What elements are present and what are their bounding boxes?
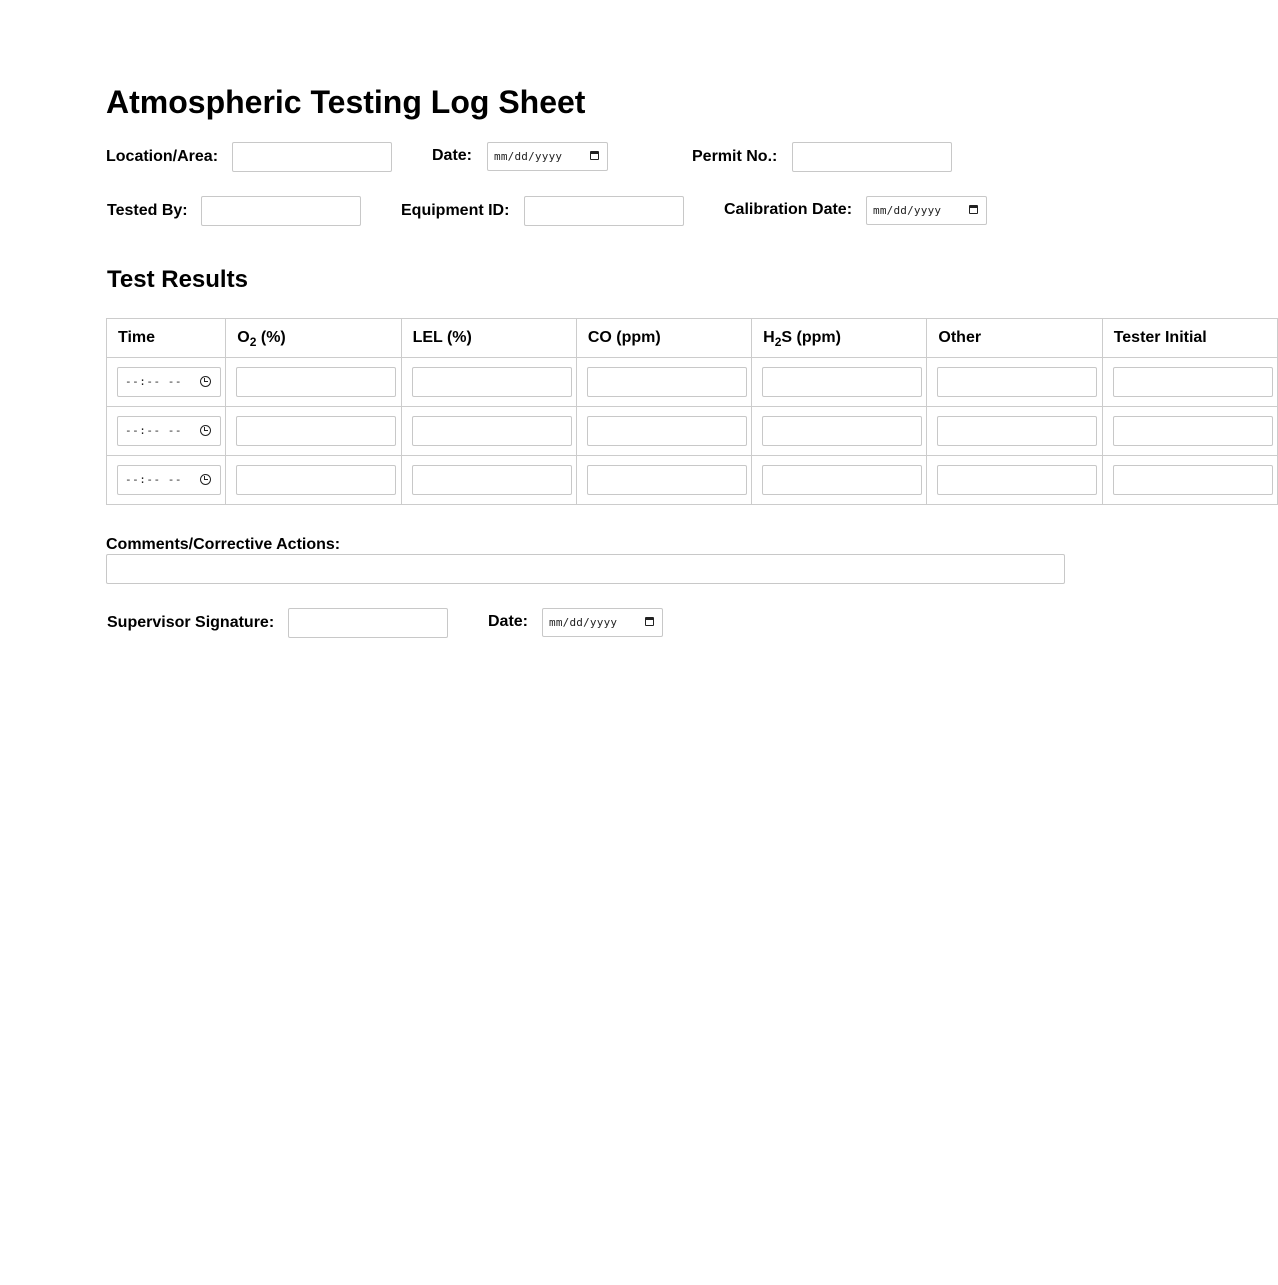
lel-cell — [401, 407, 576, 456]
location-label: Location/Area: — [106, 148, 219, 165]
footer-date-placeholder: mm/dd/yyyy — [549, 616, 618, 629]
lel-input[interactable] — [412, 465, 572, 495]
h2s-cell — [752, 456, 927, 505]
h2s-input[interactable] — [762, 367, 922, 397]
other-cell — [927, 358, 1102, 407]
time-input[interactable]: --:-- -- — [117, 465, 221, 495]
calendar-icon[interactable] — [590, 151, 599, 160]
lel-cell — [401, 456, 576, 505]
clock-icon[interactable] — [200, 474, 211, 485]
footer-date-input[interactable] — [542, 608, 663, 637]
permit-label: Permit No.: — [692, 148, 778, 165]
table-header-row — [107, 319, 1278, 358]
column-header-other: Other — [927, 319, 1102, 358]
calibration-date-input[interactable] — [866, 196, 987, 225]
supervisor-signature-label: Supervisor Signature: — [107, 614, 275, 631]
table-row — [107, 358, 1278, 407]
comments-input[interactable] — [106, 554, 1065, 584]
calendar-icon[interactable] — [969, 205, 978, 214]
initial-cell — [1102, 456, 1277, 505]
lel-input[interactable] — [412, 416, 572, 446]
other-input[interactable] — [937, 367, 1097, 397]
other-cell — [927, 456, 1102, 505]
clock-icon[interactable] — [200, 425, 211, 436]
column-header-lel: LEL (%) — [401, 319, 576, 358]
date-input[interactable] — [487, 142, 608, 171]
tested-by-label: Tested By: — [107, 202, 188, 219]
time-input[interactable]: --:-- -- — [117, 367, 221, 397]
calendar-icon[interactable] — [645, 617, 654, 626]
tester-initial-input[interactable] — [1113, 416, 1273, 446]
table-row — [107, 456, 1278, 505]
o2-cell — [226, 456, 401, 505]
comments-label: Comments/Corrective Actions: — [106, 536, 341, 553]
co-input[interactable] — [587, 367, 747, 397]
other-cell — [927, 407, 1102, 456]
time-cell — [107, 407, 226, 456]
lel-input[interactable] — [412, 367, 572, 397]
column-header-tester-initial: Tester Initial — [1102, 319, 1277, 358]
lel-cell — [401, 358, 576, 407]
equipment-id-input[interactable] — [524, 196, 684, 226]
supervisor-signature-input[interactable] — [288, 608, 448, 638]
column-header-time: Time — [107, 319, 226, 358]
calibration-date-label: Calibration Date: — [724, 201, 853, 218]
initial-cell — [1102, 407, 1277, 456]
h2s-cell — [752, 358, 927, 407]
column-header-h2s: $H_2S$ (ppm) — [752, 319, 927, 358]
o2-input[interactable] — [236, 465, 396, 495]
permit-input[interactable] — [792, 142, 952, 172]
other-input[interactable] — [937, 465, 1097, 495]
co-input[interactable] — [587, 465, 747, 495]
date-placeholder: mm/dd/yyyy — [494, 150, 563, 163]
test-results-heading: Test Results — [107, 266, 248, 293]
footer-date-label: Date: — [488, 613, 529, 630]
date-label: Date: — [432, 147, 473, 164]
co-cell — [576, 358, 751, 407]
test-results-table — [106, 318, 1278, 505]
tester-initial-input[interactable] — [1113, 465, 1273, 495]
calibration-date-placeholder: mm/dd/yyyy — [873, 204, 942, 217]
tester-initial-input[interactable] — [1113, 367, 1273, 397]
page-title: Atmospheric Testing Log Sheet — [106, 84, 586, 120]
table-row — [107, 407, 1278, 456]
co-input[interactable] — [587, 416, 747, 446]
h2s-input[interactable] — [762, 465, 922, 495]
time-cell — [107, 456, 226, 505]
time-cell — [107, 358, 226, 407]
h2s-cell — [752, 407, 927, 456]
clock-icon[interactable] — [200, 376, 211, 387]
initial-cell — [1102, 358, 1277, 407]
o2-input[interactable] — [236, 416, 396, 446]
o2-cell — [226, 358, 401, 407]
co-cell — [576, 456, 751, 505]
other-input[interactable] — [937, 416, 1097, 446]
co-cell — [576, 407, 751, 456]
h2s-input[interactable] — [762, 416, 922, 446]
o2-input[interactable] — [236, 367, 396, 397]
column-header-o2: $O_2$ (%) — [226, 319, 401, 358]
time-input[interactable]: --:-- -- — [117, 416, 221, 446]
o2-cell — [226, 407, 401, 456]
tested-by-input[interactable] — [201, 196, 361, 226]
location-input[interactable] — [232, 142, 392, 172]
column-header-co: CO (ppm) — [576, 319, 751, 358]
equipment-id-label: Equipment ID: — [401, 202, 510, 219]
